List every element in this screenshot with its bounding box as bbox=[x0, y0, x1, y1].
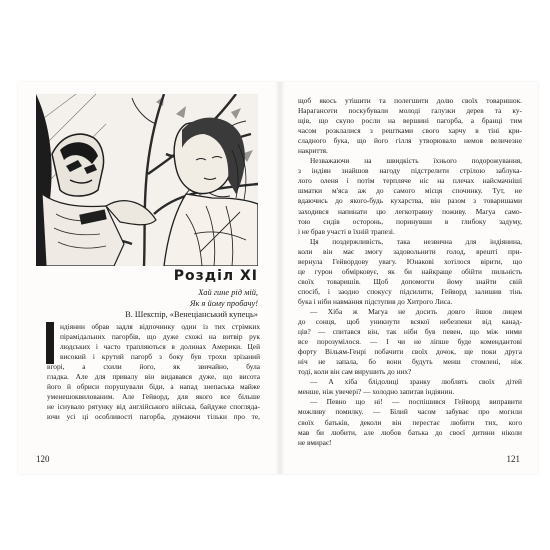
left-page-text bbox=[47, 322, 260, 422]
text-line: менше, ніж увечері? — холодно запитав індіянин. bbox=[298, 387, 455, 397]
text-line: — А хіба блідолиці зранку люблять своїх дітей bbox=[310, 377, 522, 387]
text-line: можливу помилку. — Білий часом забуває про могили bbox=[298, 407, 522, 417]
text-line: щів, що скупо росли на вершині пагорба, а бранці тим bbox=[298, 116, 522, 126]
chapter-illustration bbox=[36, 94, 258, 266]
text-line: ніч не запала, бо вони будуть менш стомлені, ніж bbox=[298, 357, 522, 367]
text-line: ндіянин обрав задля відпочинку один із тих стрімких bbox=[60, 322, 260, 331]
page-number: 121 bbox=[506, 454, 520, 464]
text-line: пірамідальних пагорбів, що дуже схожі на витвір рук bbox=[60, 332, 260, 342]
text-line: з індіян знайшов нагоду підстрелити стрілою заблука- bbox=[298, 166, 522, 176]
epigraph-attribution: В. Шекспір, «Венеціанський купець» bbox=[125, 309, 258, 319]
right-page bbox=[280, 82, 538, 474]
epigraph bbox=[36, 288, 258, 320]
chapter-title: Розділ XI bbox=[173, 268, 258, 284]
text-line: його й обриси порушували біди, а напад знепаська майже bbox=[47, 382, 260, 392]
text-line: вдаючись до якого-будь кухарства, він разом з товаришами bbox=[298, 196, 522, 206]
text-line: шматки м'яса аж до самого місця спочинку. Тут, не bbox=[298, 186, 522, 196]
epigraph-line: Як я йому пробачу! bbox=[190, 298, 258, 308]
text-line: уменешоквилованим. Але Гейворд, для якого все більше bbox=[47, 392, 260, 402]
text-line: ців? — спитався він, так ніби був певен, що між ними bbox=[298, 327, 522, 337]
page-number: 120 bbox=[36, 454, 50, 464]
text-line: не існувало рятунку від англійського війська, байдуже спогляда- bbox=[47, 402, 260, 412]
text-line: заходився напинати цю легкотравну поживу. Магуа само- bbox=[298, 206, 522, 216]
text-line: Нарагансети поскубували молоді галузки дерев та ку- bbox=[298, 106, 522, 116]
text-line: не вмирає! bbox=[298, 437, 332, 447]
text-line: своїх товаришів. Щоб допомогти йому знайти свій bbox=[298, 276, 522, 286]
text-line: — Певно що ні! — поспішився Гейворд виправити bbox=[310, 397, 522, 407]
text-line: коли він має змогу задовольнити голод, врешті при- bbox=[298, 246, 522, 256]
text-line: гладка. Але для привалу він видавався дуже, що висота bbox=[47, 372, 260, 382]
text-line: тоді, коли він сам вирушить до них? bbox=[298, 367, 412, 377]
text-line: — Хіба ж Магуа не досить довго йшов лицем bbox=[310, 306, 522, 316]
text-line: сладного бука, що його гілля утворювало немов величезне bbox=[298, 136, 522, 146]
text-line: все порозумілося. — І чи не ліпше буде комендантові bbox=[298, 337, 522, 347]
text-line: людських і часто трапляються в долинах Америки. Цей bbox=[60, 342, 260, 352]
text-line: форту Вільям-Генрі побачити своїх дочок, ще поки друга bbox=[298, 347, 522, 357]
text-line: Ця поздержливість, така незвична для індіянина, bbox=[310, 236, 522, 246]
text-line: високий і крутий пагорб з боку був трохи зрізаний bbox=[60, 352, 260, 362]
text-line: ючи усі ці особливості пагорба, думаючи тільки про те, bbox=[47, 412, 260, 422]
book-spread bbox=[18, 82, 538, 474]
text-line: лого оленя і потім терпляче ніс на плечах найсмачніші bbox=[298, 176, 522, 186]
text-line: часом розклалися з рештками свого харчу в тіні кри- bbox=[298, 126, 522, 136]
text-line: спосіб, і заодно спокусу підсилити, Гейворд залишив тінь bbox=[298, 286, 522, 296]
epigraph-line: Хай гине рід мій, bbox=[198, 288, 258, 297]
text-line: Незважаючи на швидкість їхнього подорожування, bbox=[310, 156, 522, 166]
text-line: вернула Гейвордову увагу. Юнакові хотілося вірити, що bbox=[298, 256, 522, 266]
text-line: і не брав участі в їхній трапезі. bbox=[298, 226, 395, 236]
text-line: своїх батьків, деколи він перестає любити тих, кого bbox=[298, 417, 522, 427]
text-line: щоб якось утішити та полегшити долю своїх товаришок. bbox=[298, 96, 522, 105]
right-page-text bbox=[298, 96, 522, 448]
text-line: мав би любити, але любов батька до своєї дитини ніколи bbox=[298, 427, 522, 437]
text-line: до сонця, щоб уникнути всякої небезпеки від канад- bbox=[298, 317, 522, 327]
text-line: накриття. bbox=[298, 146, 328, 156]
text-line: вгорі, а схили його, як звичайно, була bbox=[47, 362, 260, 372]
text-line: бука і ніби навмання підступив до Хитрого Лиса. bbox=[298, 296, 453, 306]
text-line: це гурон обмірковує, як би найкраще обійти пильність bbox=[298, 266, 522, 276]
left-page bbox=[18, 82, 276, 474]
text-line: тою сидів осторонь, поринувши в глибоку задуму, bbox=[298, 216, 522, 226]
drop-cap bbox=[46, 322, 54, 364]
